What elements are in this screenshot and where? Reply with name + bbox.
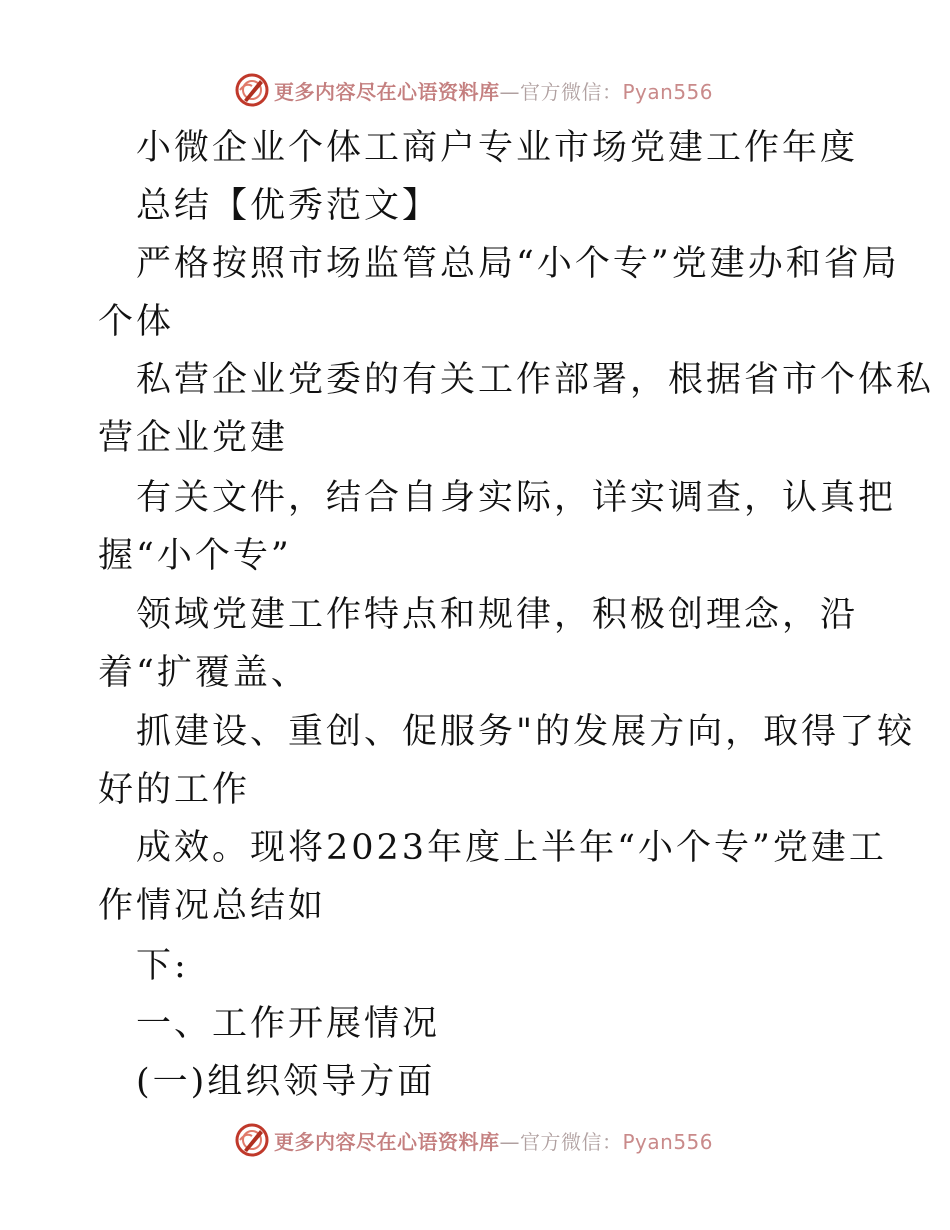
- doc-line: 有关文件，结合自身实际，详实调查，认真把: [136, 478, 897, 518]
- doc-title-line: 总结【优秀范文】: [136, 186, 441, 226]
- doc-title-line: 小微企业个体工商户专业市场党建工作年度: [136, 128, 859, 168]
- doc-line: 着“扩覆盖、: [98, 653, 309, 693]
- doc-line: 成效。现将2023年度上半年“小个专”党建工: [136, 828, 887, 868]
- watermark-text: 更多内容尽在心语资料库—官方微信：Pyan556: [274, 1129, 714, 1154]
- doc-line: 好的工作: [98, 770, 251, 810]
- doc-line: 领域党建工作特点和规律，积极创理念，沿: [136, 595, 859, 635]
- section-heading: 一、工作开展情况: [136, 1004, 441, 1044]
- watermark-text: 更多内容尽在心语资料库—官方微信：Pyan556: [274, 79, 714, 104]
- logo-icon: [234, 72, 270, 108]
- doc-line: 个体: [98, 302, 175, 342]
- header-watermark: [234, 72, 713, 108]
- doc-line: 营企业党建: [98, 418, 289, 458]
- doc-line: 作情况总结如: [98, 886, 327, 926]
- doc-line: 严格按照市场监管总局“小个专”党建办和省局: [136, 244, 900, 284]
- logo-icon: [234, 1122, 270, 1158]
- doc-line: 握“小个专”: [98, 536, 292, 576]
- subsection-heading: (一)组织领导方面: [136, 1062, 436, 1102]
- footer-watermark: [234, 1122, 713, 1158]
- doc-line: 下:: [136, 946, 189, 986]
- doc-line: 私营企业党委的有关工作部署，根据省市个体私: [136, 360, 935, 400]
- doc-line: 抓建设、重创、促服务"的发展方向，取得了较: [136, 712, 916, 752]
